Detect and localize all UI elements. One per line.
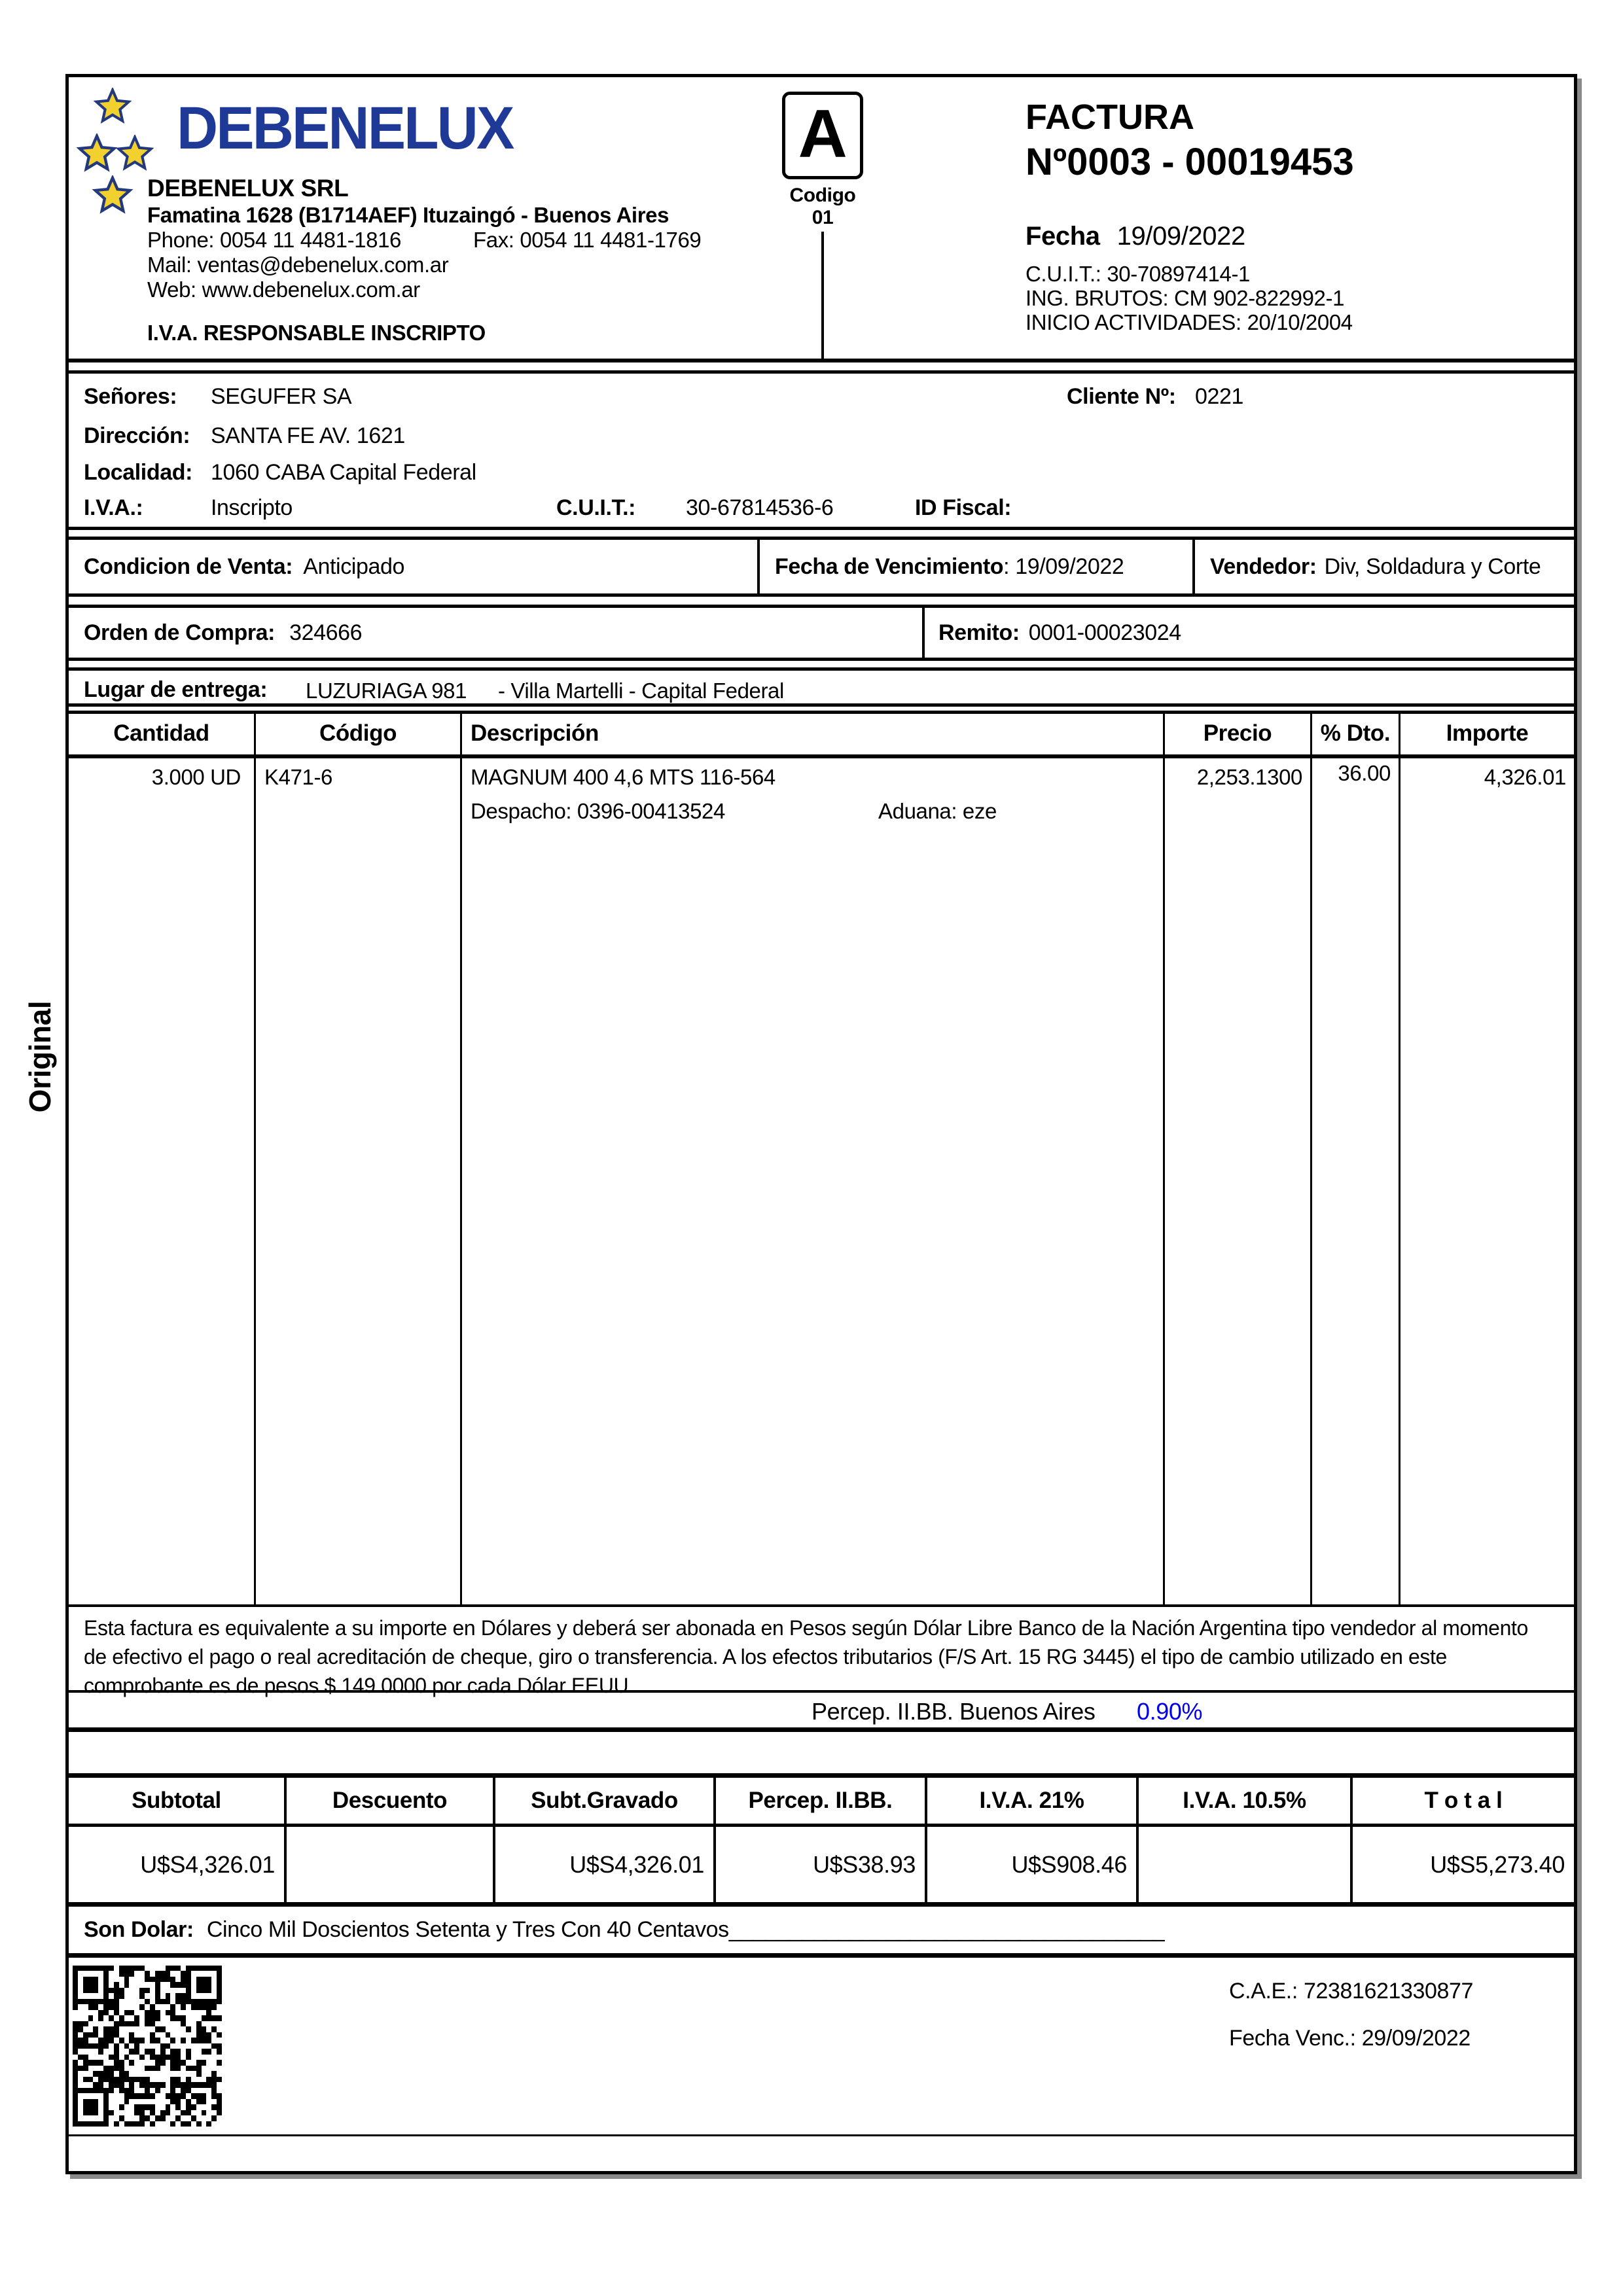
totals-header-total: T o t a l (1350, 1778, 1574, 1824)
empty-row (69, 1732, 1574, 1778)
item-despacho: Despacho: 0396-00413524 (471, 799, 725, 823)
company-fax: Fax: 0054 11 4481-1769 (473, 228, 702, 252)
lugar-entrega-value: LUZURIAGA 981 (306, 679, 467, 703)
column-divider (1399, 714, 1400, 1604)
company-logo: DEBENELUX (177, 95, 513, 162)
lugar-entrega-value2: - Villa Martelli - Capital Federal (498, 679, 784, 703)
issuer-cuit: C.U.I.T.: 30-70897414-1 (1026, 262, 1251, 286)
sale-terms-row (69, 537, 1574, 597)
totals-value-iva105 (1136, 1827, 1350, 1902)
col-header-importe: Importe (1446, 720, 1529, 746)
totals-value-total: U$S5,273.40 (1350, 1827, 1574, 1902)
item-cantidad: 3.000 UD (151, 765, 241, 789)
totals-value-percep: U$S38.93 (713, 1827, 925, 1902)
totals-value-iva21: U$S908.46 (925, 1827, 1136, 1902)
cliente-num-value: 0221 (1195, 384, 1244, 409)
header-separator (69, 754, 1574, 758)
totals-header-subtotal: Subtotal (132, 1788, 221, 1813)
son-dolar-value: Cinco Mil Doscientos Setenta y Tres Con 40 Centavos (206, 1917, 729, 1942)
condicion-venta-label: Condicion de Venta: (84, 554, 293, 579)
col-header-precio: Precio (1203, 720, 1272, 746)
client-section (69, 370, 1574, 530)
totals-value-subt-gravado: U$S4,326.01 (493, 1827, 713, 1902)
orden-compra-value: 324666 (289, 620, 363, 645)
vencimiento-label: Fecha de Vencimiento (775, 554, 1004, 579)
invoice-type-box: A (782, 92, 863, 179)
localidad-label: Localidad: (84, 460, 193, 485)
company-mail: Mail: ventas@debenelux.com.ar (147, 253, 449, 277)
vendedor-label: Vendedor: (1210, 554, 1317, 579)
delivery-row (69, 667, 1574, 707)
cae-expiry-date: Fecha Venc.: 29/09/2022 (1229, 2026, 1471, 2051)
localidad-value: 1060 CABA Capital Federal (211, 460, 476, 485)
vendedor-value: Div, Soldadura y Corte (1324, 554, 1541, 579)
client-iva-label: I.V.A.: (84, 495, 143, 520)
col-header-descripcion: Descripción (471, 720, 599, 746)
totals-values-row (69, 1827, 1574, 1907)
company-web: Web: www.debenelux.com.ar (147, 277, 420, 302)
percepcion-value: 0.90% (1137, 1698, 1203, 1725)
totals-header-subt-gravado: Subt.Gravado (493, 1778, 713, 1824)
item-dto: 36.00 (1338, 761, 1391, 785)
totals-header-row (69, 1778, 1574, 1827)
company-phone-fax (147, 228, 701, 253)
client-cuit-value: 30-67814536-6 (686, 495, 834, 520)
totals-header-iva105: I.V.A. 10.5% (1136, 1778, 1350, 1824)
item-codigo: K471-6 (264, 765, 333, 789)
orden-compra-label: Orden de Compra: (84, 620, 276, 645)
order-row (69, 605, 1574, 661)
remito-label: Remito: (938, 620, 1020, 645)
remito-cell (922, 608, 1574, 658)
totals-value-descuento (284, 1827, 493, 1902)
header-section (69, 77, 1574, 362)
vencimiento-value: : 19/09/2022 (1003, 554, 1124, 579)
company-address: Famatina 1628 (B1714AEF) Ituzaingó - Buenos Aires (147, 203, 669, 227)
condicion-venta-cell (69, 540, 757, 593)
invoice-number: Nº0003 - 00019453 (1026, 141, 1354, 183)
invoice-date-label: Fecha (1026, 222, 1100, 251)
id-fiscal-label: ID Fiscal: (915, 495, 1012, 520)
type-box-divider-line (821, 232, 824, 362)
senores-label: Señores: (84, 384, 177, 409)
company-iva-status: I.V.A. RESPONSABLE INSCRIPTO (147, 321, 486, 345)
invoice-header (1026, 97, 1354, 334)
percepcion-row (69, 1693, 1574, 1732)
codigo-value: 01 (812, 207, 834, 228)
company-info (147, 174, 701, 345)
totals-header-iva21: I.V.A. 21% (925, 1778, 1136, 1824)
invoice-document (65, 74, 1577, 2174)
amount-in-words-row (69, 1907, 1574, 1958)
senores-value: SEGUFER SA (211, 384, 352, 409)
exchange-note-section (69, 1604, 1574, 1697)
item-descripcion: MAGNUM 400 4,6 MTS 116-564 (471, 765, 776, 789)
company-name: DEBENELUX SRL (147, 175, 349, 202)
son-dolar-underscores: ____________________________________ (728, 1917, 1166, 1942)
col-header-dto: % Dto. (1320, 720, 1391, 746)
issuer-inicio-actividades: INICIO ACTIVIDADES: 20/10/2004 (1026, 310, 1353, 334)
cliente-num-label: Cliente Nº: (1067, 384, 1176, 409)
totals-value-subtotal: U$S4,326.01 (140, 1850, 275, 1878)
item-precio: 2,253.1300 (1196, 765, 1302, 789)
direccion-label: Dirección: (84, 423, 190, 448)
issuer-ing-brutos: ING. BRUTOS: CM 902-822992-1 (1026, 286, 1345, 310)
invoice-title: FACTURA (1026, 97, 1194, 137)
vencimiento-cell (757, 540, 1192, 593)
cae-number: C.A.E.: 72381621330877 (1229, 1979, 1474, 2004)
vendedor-cell (1192, 540, 1574, 593)
item-aduana: Aduana: eze (878, 799, 997, 823)
client-cuit-label: C.U.I.T.: (556, 495, 636, 520)
totals-header-percep: Percep. II.BB. (713, 1778, 925, 1824)
son-dolar-label: Son Dolar: (84, 1917, 194, 1942)
column-divider (1163, 714, 1165, 1604)
original-watermark: Original (23, 1000, 57, 1113)
exchange-note-text: Esta factura es equivalente a su importe en Dólares y deberá ser abonada en Pesos según Dólar Libre Banco de la Nación Argentina tipo vendedor al momento de efectivo el pago o real acreditación de cheque, giro o transferencia. A los efectos tributarios (F/S Art. 15 RG 3445) el tipo de cambio utilizado en este comprobante es de pesos $ 149.0000 por cada Dólar EEUU. (84, 1616, 1528, 1697)
remito-value: 0001-00023024 (1028, 620, 1181, 645)
lugar-entrega-label: Lugar de entrega: (84, 677, 268, 702)
invoice-type-code (762, 185, 883, 229)
column-divider (1310, 714, 1312, 1604)
col-header-codigo: Código (319, 720, 397, 746)
authorization-section (69, 1958, 1574, 2136)
qr-code (73, 1966, 222, 2127)
invoice-date (1026, 222, 1354, 251)
company-phone: Phone: 0054 11 4481-1816 (147, 228, 401, 252)
direccion-value: SANTA FE AV. 1621 (211, 423, 405, 448)
column-divider (460, 714, 462, 1604)
invoice-date-value: 19/09/2022 (1116, 222, 1245, 251)
orden-compra-cell (69, 608, 922, 658)
column-divider (254, 714, 256, 1604)
items-table (69, 711, 1574, 1604)
codigo-label: Codigo (789, 185, 856, 206)
col-header-cantidad: Cantidad (113, 720, 209, 746)
percepcion-label: Percep. II.BB. Buenos Aires (812, 1698, 1096, 1725)
item-importe: 4,326.01 (1484, 765, 1566, 789)
condicion-venta-value: Anticipado (303, 554, 404, 579)
totals-header-descuento: Descuento (284, 1778, 493, 1824)
client-iva-value: Inscripto (211, 495, 293, 520)
